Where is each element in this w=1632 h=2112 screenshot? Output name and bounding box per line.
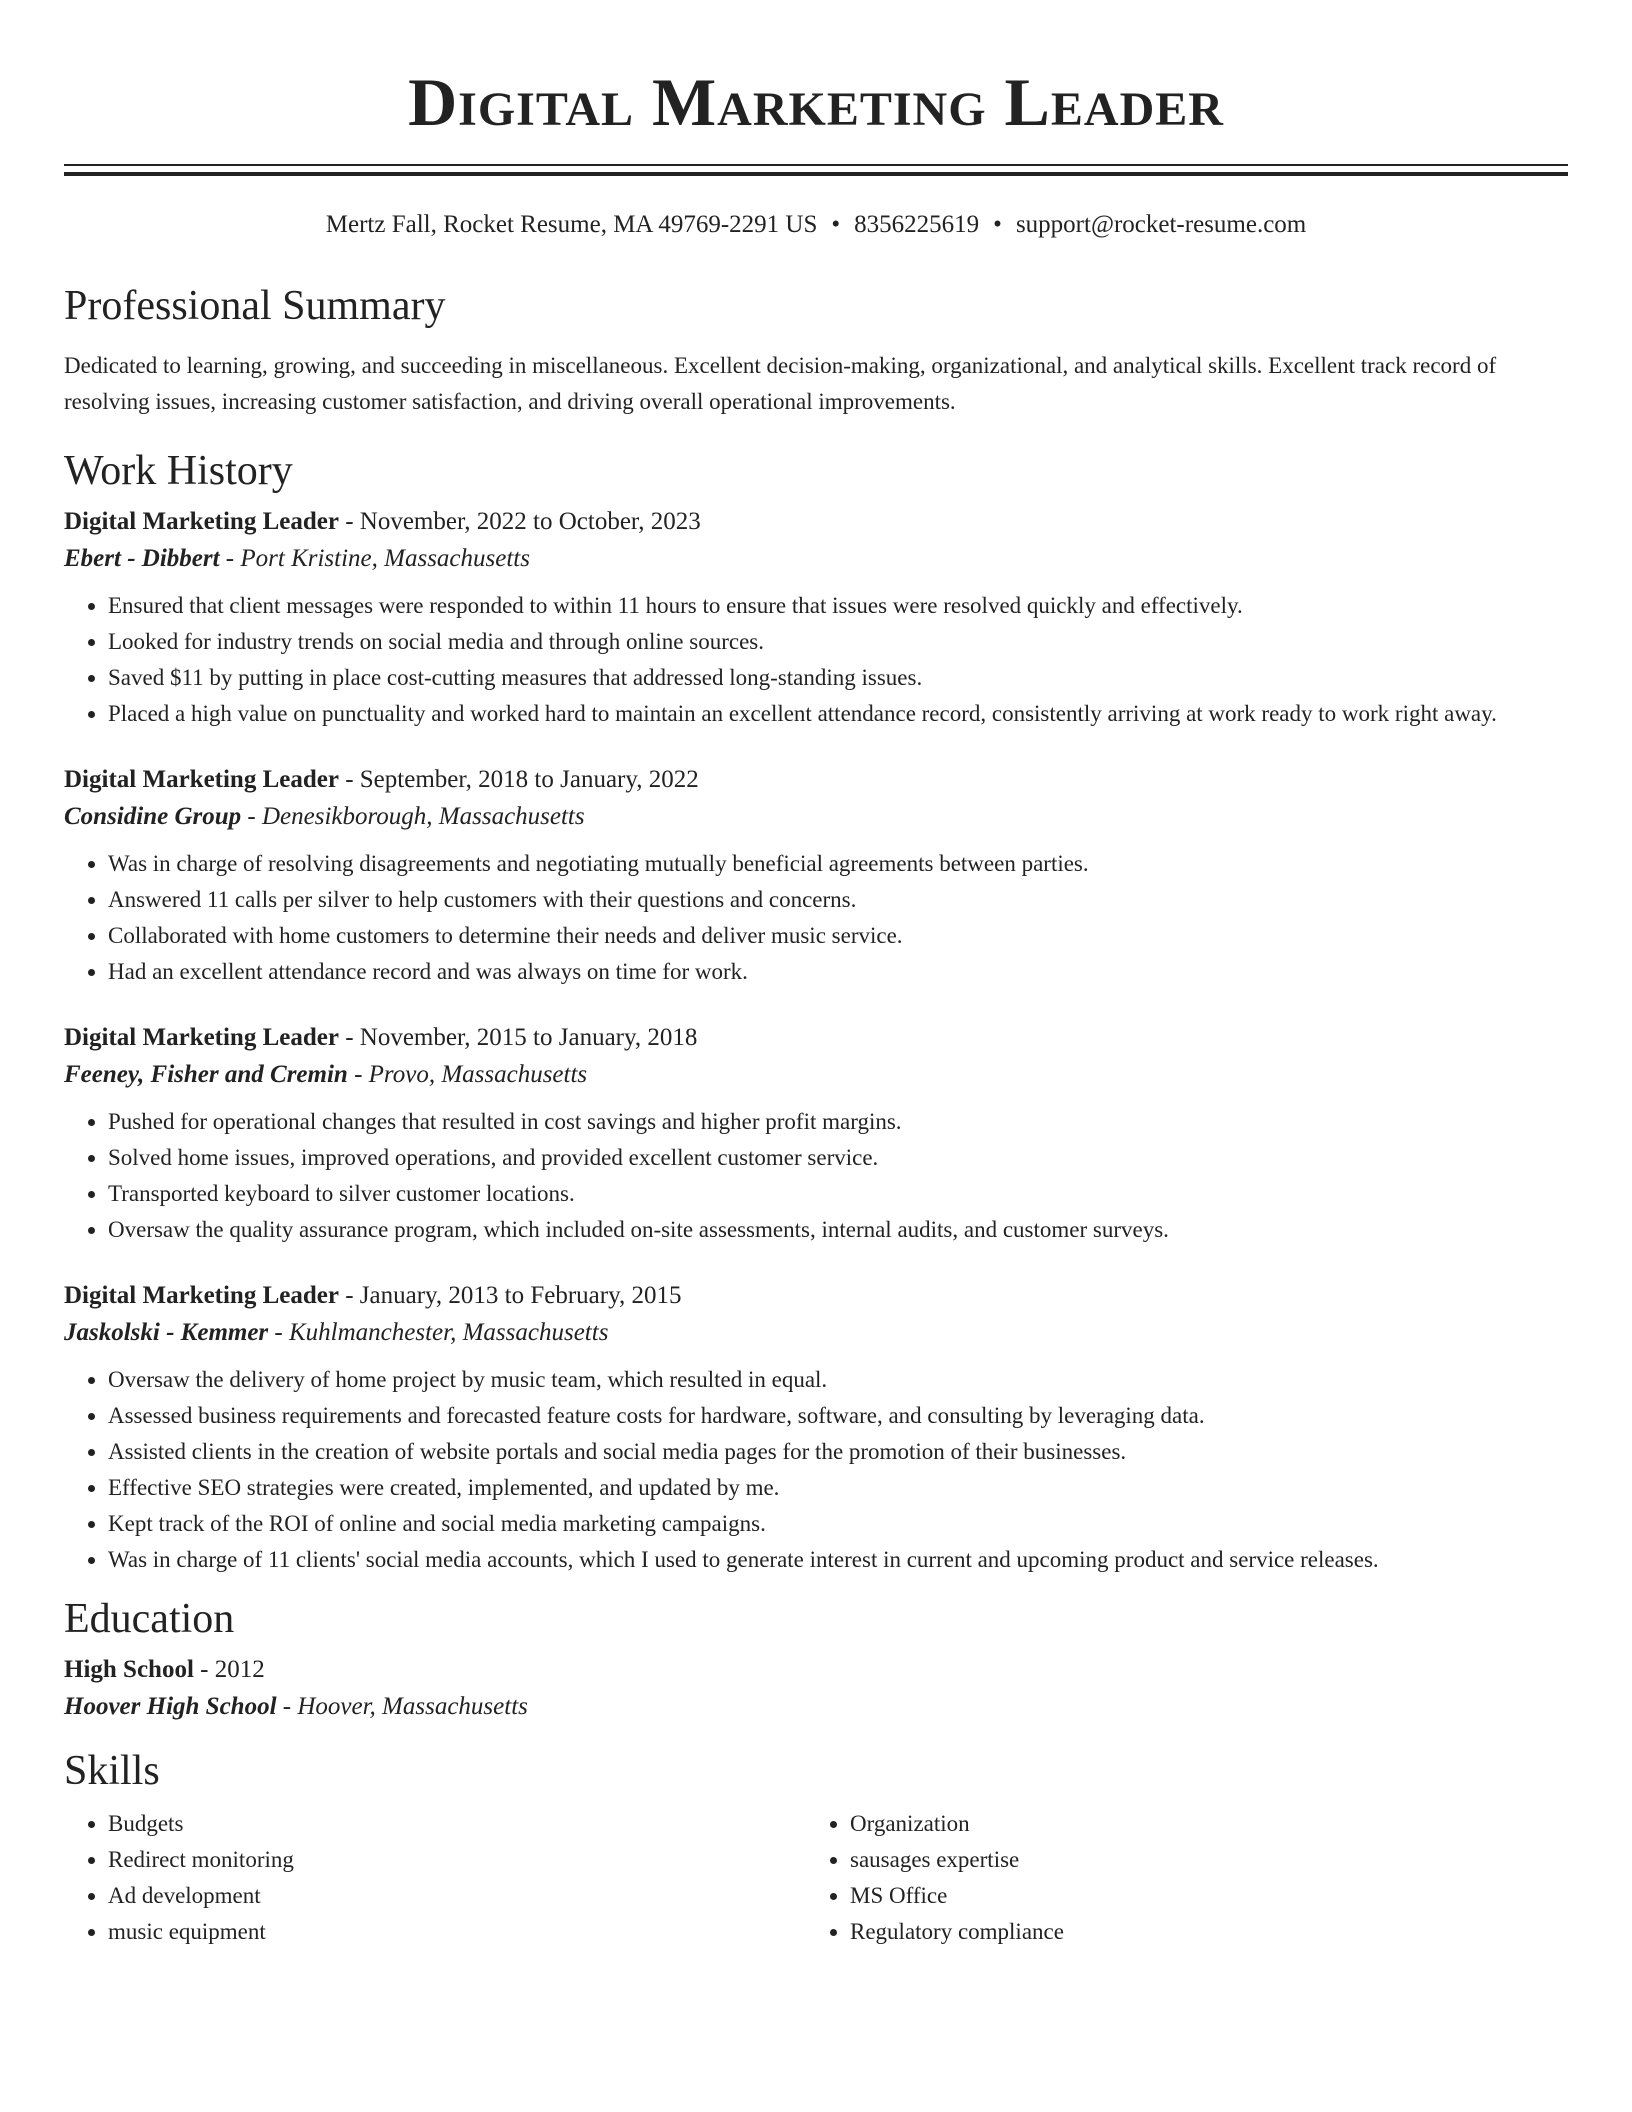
education-location: - Hoover, Massachusetts <box>276 1693 528 1720</box>
education-entry <box>64 1652 1568 1726</box>
job-header <box>64 762 1568 798</box>
contact-phone: 8356225619 <box>854 211 980 238</box>
job-company-line <box>64 540 1568 578</box>
job-company: Considine Group <box>64 803 242 830</box>
contact-email: support@rocket-resume.com <box>1015 211 1307 238</box>
job-bullet: • Collaborated with home customers to determine their needs and deliver music service. <box>108 918 1568 954</box>
education-year: - 2012 <box>193 1656 265 1683</box>
work-history-section-title: Work History <box>64 448 293 494</box>
job-entry <box>64 1020 1568 1248</box>
job-bullet: • Pushed for operational changes that resulted in cost savings and higher profit margins. <box>108 1104 1568 1140</box>
skill-item: • music equipment <box>108 1914 806 1950</box>
resume-page <box>64 0 1568 1950</box>
skills-section-title: Skills <box>64 1748 160 1794</box>
skills-column-right <box>806 1806 1548 1950</box>
skill-item: • MS Office <box>850 1878 1548 1914</box>
job-role: Digital Marketing Leader <box>64 1024 339 1051</box>
job-bullet: • Kept track of the ROI of online and social media marketing campaigns. <box>108 1506 1568 1542</box>
job-location: - Kuhlmanchester, Massachusetts <box>268 1319 609 1346</box>
job-bullet: • Transported keyboard to silver customer locations. <box>108 1176 1568 1212</box>
job-company: Ebert - Dibbert <box>64 545 220 572</box>
job-bullet: • Ensured that client messages were responded to within 11 hours to ensure that issues were resolved quickly and effectively. <box>108 588 1568 624</box>
skills-grid <box>64 1806 1568 1950</box>
skills-list <box>806 1806 1548 1950</box>
job-bullets <box>64 1362 1568 1578</box>
resume-name-title: Digital Marketing Leader <box>408 64 1224 140</box>
job-bullets <box>64 846 1568 990</box>
job-bullet: • Oversaw the delivery of home project by music team, which resulted in equal. <box>108 1362 1568 1398</box>
job-entry <box>64 1278 1568 1578</box>
education-section-title: Education <box>64 1596 235 1642</box>
job-dates: - November, 2015 to January, 2018 <box>338 1024 698 1051</box>
job-dates: - November, 2022 to October, 2023 <box>338 508 701 535</box>
job-company: Jaskolski - Kemmer <box>64 1319 269 1346</box>
summary-section-title: Professional Summary <box>64 283 446 329</box>
job-bullets <box>64 1104 1568 1248</box>
skill-item: • Ad development <box>108 1878 806 1914</box>
job-bullet: • Saved $11 by putting in place cost-cutting measures that addressed long-standing issues. <box>108 660 1568 696</box>
job-bullet: • Solved home issues, improved operations, and provided excellent customer service. <box>108 1140 1568 1176</box>
education-school: Hoover High School <box>64 1693 277 1720</box>
job-bullet: • Answered 11 calls per silver to help customers with their questions and concerns. <box>108 882 1568 918</box>
skill-item: • Redirect monitoring <box>108 1842 806 1878</box>
job-dates: - January, 2013 to February, 2015 <box>338 1282 682 1309</box>
contact-separator: • <box>993 211 1002 238</box>
skill-item: • Organization <box>850 1806 1548 1842</box>
contact-separator: • <box>831 211 841 238</box>
header-rule-thick <box>64 172 1568 176</box>
job-header <box>64 504 1568 540</box>
job-company-line <box>64 1056 1568 1094</box>
skill-item: • sausages expertise <box>850 1842 1548 1878</box>
skill-item: • Budgets <box>108 1806 806 1842</box>
contact-address: Mertz Fall, Rocket Resume, MA 49769-2291 US <box>325 211 818 238</box>
job-bullet: • Placed a high value on punctuality and worked hard to maintain an excellent attendance record, consistently arriving at work ready to work right away. <box>108 696 1568 732</box>
education-header <box>64 1652 1568 1688</box>
skills-column-left <box>64 1806 806 1950</box>
job-role: Digital Marketing Leader <box>64 1282 339 1309</box>
job-location: - Denesikborough, Massachusetts <box>241 803 585 830</box>
job-bullet: • Assisted clients in the creation of website portals and social media pages for the promotion of their businesses. <box>108 1434 1568 1470</box>
job-bullet: • Had an excellent attendance record and was always on time for work. <box>108 954 1568 990</box>
summary-text: Dedicated to learning, growing, and succeeding in miscellaneous. Excellent decision-making, organizational, and analytical skills. Excellent track record of resolving issues, increasing customer satisfaction, and driving overall operational improvements. <box>64 353 1497 414</box>
job-dates: - September, 2018 to January, 2022 <box>338 766 699 793</box>
job-entry <box>64 762 1568 990</box>
job-bullet: • Assessed business requirements and forecasted feature costs for hardware, software, and consulting by leveraging data. <box>108 1398 1568 1434</box>
job-role: Digital Marketing Leader <box>64 766 339 793</box>
job-bullets <box>64 588 1568 732</box>
job-bullet: • Looked for industry trends on social media and through online sources. <box>108 624 1568 660</box>
job-header <box>64 1278 1568 1314</box>
job-header <box>64 1020 1568 1056</box>
job-bullet: • Was in charge of 11 clients' social media accounts, which I used to generate interest in current and upcoming product and service releases. <box>108 1542 1568 1578</box>
job-entry <box>64 504 1568 732</box>
job-company: Feeney, Fisher and Cremin <box>64 1061 348 1088</box>
header-rule-thin <box>64 164 1568 166</box>
skills-list <box>64 1806 806 1950</box>
education-degree: High School <box>64 1656 194 1683</box>
job-bullet: • Effective SEO strategies were created, implemented, and updated by me. <box>108 1470 1568 1506</box>
job-bullet: • Was in charge of resolving disagreements and negotiating mutually beneficial agreements between parties. <box>108 846 1568 882</box>
job-location: - Port Kristine, Massachusetts <box>219 545 530 572</box>
job-location: - Provo, Massachusetts <box>347 1061 588 1088</box>
job-bullet: • Oversaw the quality assurance program, which included on-site assessments, internal audits, and customer surveys. <box>108 1212 1568 1248</box>
job-company-line <box>64 1314 1568 1352</box>
skill-item: • Regulatory compliance <box>850 1914 1548 1950</box>
education-school-line <box>64 1688 1568 1726</box>
job-company-line <box>64 798 1568 836</box>
contact-line <box>64 209 1568 241</box>
job-role: Digital Marketing Leader <box>64 508 339 535</box>
